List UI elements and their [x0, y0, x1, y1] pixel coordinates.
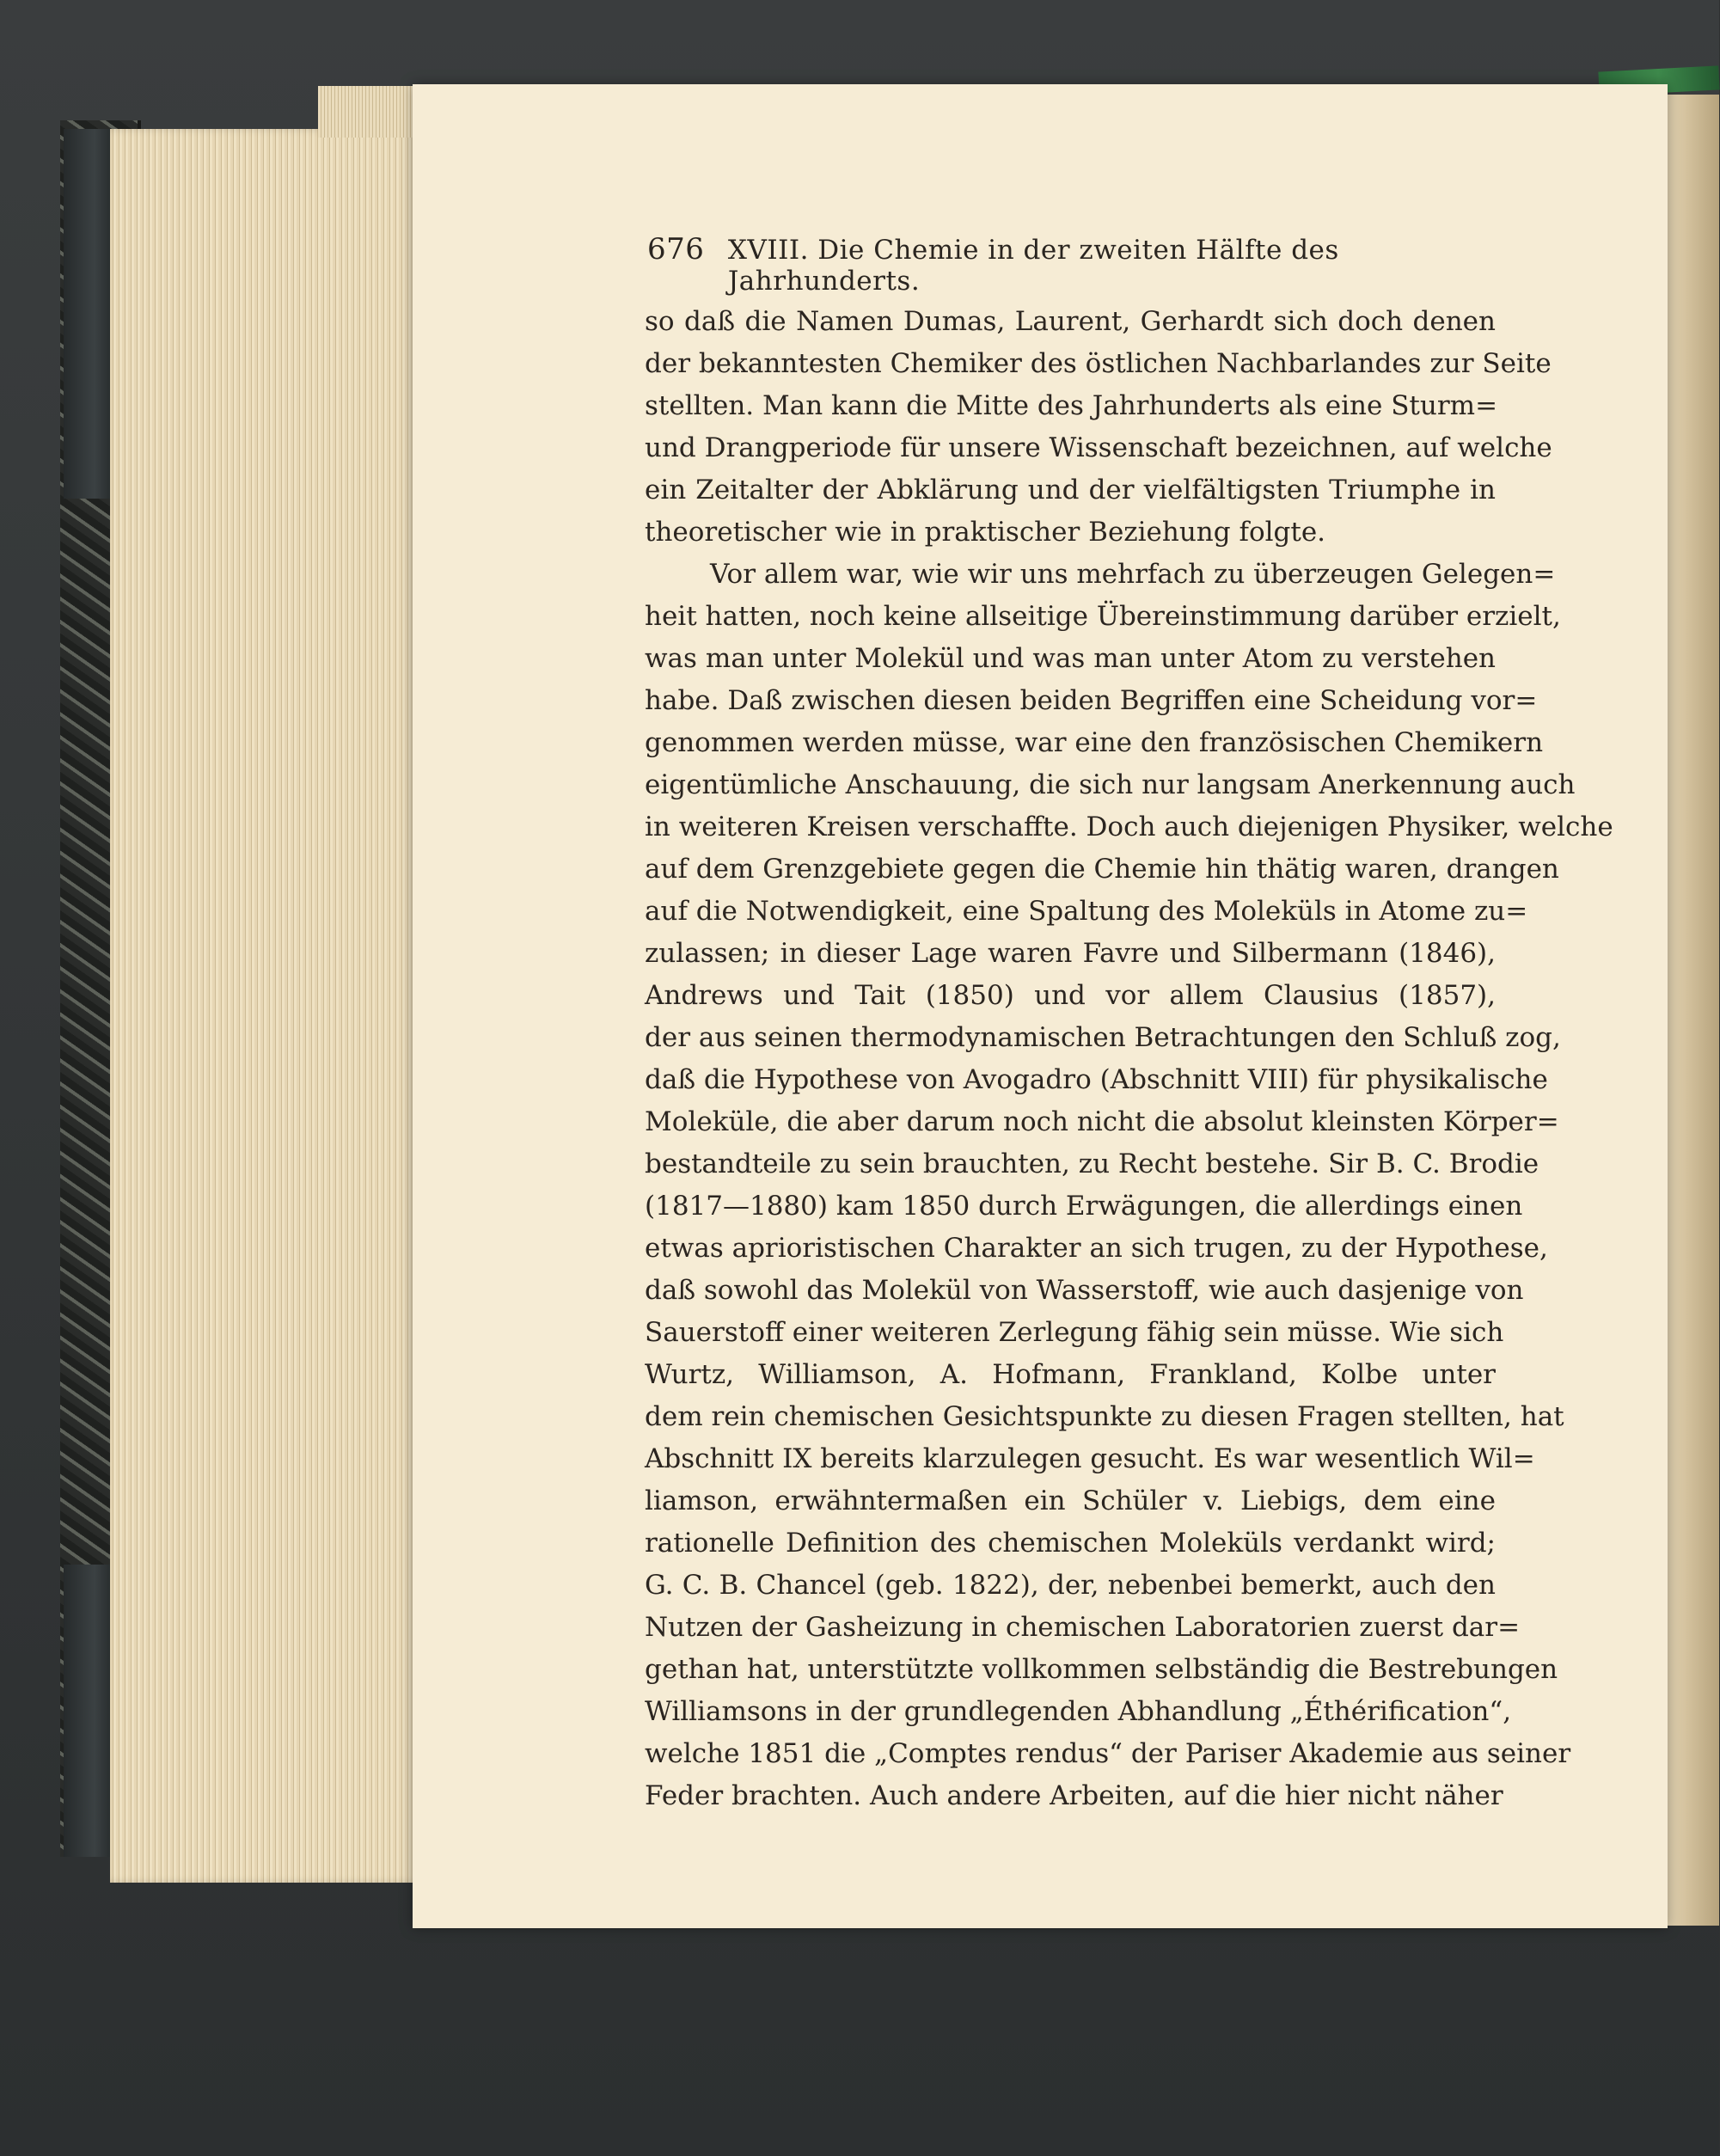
- text-line: genommen werden müsse, war eine den französischen Chemikern: [645, 727, 1544, 758]
- text-line: gethan hat, unterstützte vollkommen selbständig die Bestrebungen: [645, 1654, 1558, 1685]
- text-line: zulassen; in dieser Lage waren Favre und Silbermann (1846),: [645, 938, 1496, 969]
- body-text: [645, 301, 1613, 1817]
- text-line: theoretischer wie in praktischer Beziehung folgte.: [645, 517, 1326, 548]
- text-line: heit hatten, noch keine allseitige Übereinstimmung darüber erzielt,: [645, 601, 1561, 632]
- text-line: rationelle Definition des chemischen Moleküls verdankt wird;: [645, 1528, 1496, 1559]
- text-line: so daß die Namen Dumas, Laurent, Gerhardt sich doch denen: [645, 306, 1496, 337]
- text-line: etwas aprioristischen Charakter an sich trugen, zu der Hypothese,: [645, 1233, 1548, 1264]
- text-line: Nutzen der Gasheizung in chemischen Laboratorien zuerst dar=: [645, 1612, 1521, 1643]
- text-line: bestandteile zu sein brauchten, zu Recht bestehe. Sir B. C. Brodie: [645, 1148, 1539, 1179]
- chapter-title: XVIII. Die Chemie in der zweiten Hälfte des Jahrhunderts.: [727, 235, 1339, 297]
- text-line: habe. Daß zwischen diesen beiden Begriffen eine Scheidung vor=: [645, 685, 1538, 716]
- text-line: was man unter Molekül und was man unter Atom zu verstehen: [645, 643, 1496, 674]
- text-line: der aus seinen thermodynamischen Betrachtungen den Schluß zog,: [645, 1022, 1561, 1053]
- text-line: Abschnitt IX bereits klarzulegen gesucht. Es war wesentlich Wil=: [645, 1443, 1535, 1474]
- text-line: ein Zeitalter der Abklärung und der vielfältigsten Triumphe in: [645, 475, 1496, 505]
- text-line: Moleküle, die aber darum noch nicht die absolut kleinsten Körper=: [645, 1106, 1559, 1137]
- text-line: eigentümliche Anschauung, die sich nur langsam Anerkennung auch: [645, 769, 1576, 800]
- text-line: welche 1851 die „Comptes rendus“ der Pariser Akademie aus seiner: [645, 1738, 1571, 1769]
- text-line: G. C. B. Chancel (geb. 1822), der, nebenbei bemerkt, auch den: [645, 1570, 1496, 1601]
- text-line: und Drangperiode für unsere Wissenschaft bezeichnen, auf welche: [645, 432, 1552, 463]
- text-line: auf die Notwendigkeit, eine Spaltung des Moleküls in Atome zu=: [645, 896, 1528, 927]
- text-line: Wurtz, Williamson, A. Hofmann, Frankland, Kolbe unter: [645, 1359, 1496, 1390]
- text-line: auf dem Grenzgebiete gegen die Chemie hin thätig waren, drangen: [645, 854, 1559, 885]
- text-line: in weiteren Kreisen verschaffte. Doch auch diejenigen Physiker, welche: [645, 812, 1613, 842]
- text-line: daß sowohl das Molekül von Wasserstoff, wie auch dasjenige von: [645, 1275, 1524, 1306]
- text-line: Vor allem war, wie wir uns mehrfach zu überzeugen Gelegen=: [710, 559, 1556, 590]
- text-line: dem rein chemischen Gesichtspunkte zu diesen Fragen stellten, hat: [645, 1401, 1564, 1432]
- book-cover-leather-lower: [64, 1565, 115, 1857]
- text-line: liamson, erwähntermaßen ein Schüler v. Liebigs, dem eine: [645, 1485, 1496, 1516]
- running-header: [647, 232, 1421, 297]
- text-line: (1817—1880) kam 1850 durch Erwägungen, die allerdings einen: [645, 1191, 1523, 1222]
- text-line: stellten. Man kann die Mitte des Jahrhunderts als eine Sturm=: [645, 390, 1498, 421]
- text-line: Feder brachten. Auch andere Arbeiten, auf die hier nicht näher: [645, 1780, 1503, 1811]
- text-line: Sauerstoff einer weiteren Zerlegung fähig sein müsse. Wie sich: [645, 1317, 1504, 1348]
- book-cover-leather-upper: [64, 129, 115, 499]
- page-number: 676: [647, 232, 705, 266]
- text-line: Williamsons in der grundlegenden Abhandlung „Éthérification“,: [645, 1696, 1512, 1727]
- text-line: der bekanntesten Chemiker des östlichen Nachbarlandes zur Seite: [645, 348, 1552, 379]
- page-block-edges-top: [318, 86, 421, 138]
- page-block-edges: [110, 129, 419, 1883]
- text-line: daß die Hypothese von Avogadro (Abschnitt VIII) für physikalische: [645, 1064, 1548, 1095]
- text-line: Andrews und Tait (1850) und vor allem Clausius (1857),: [645, 980, 1496, 1011]
